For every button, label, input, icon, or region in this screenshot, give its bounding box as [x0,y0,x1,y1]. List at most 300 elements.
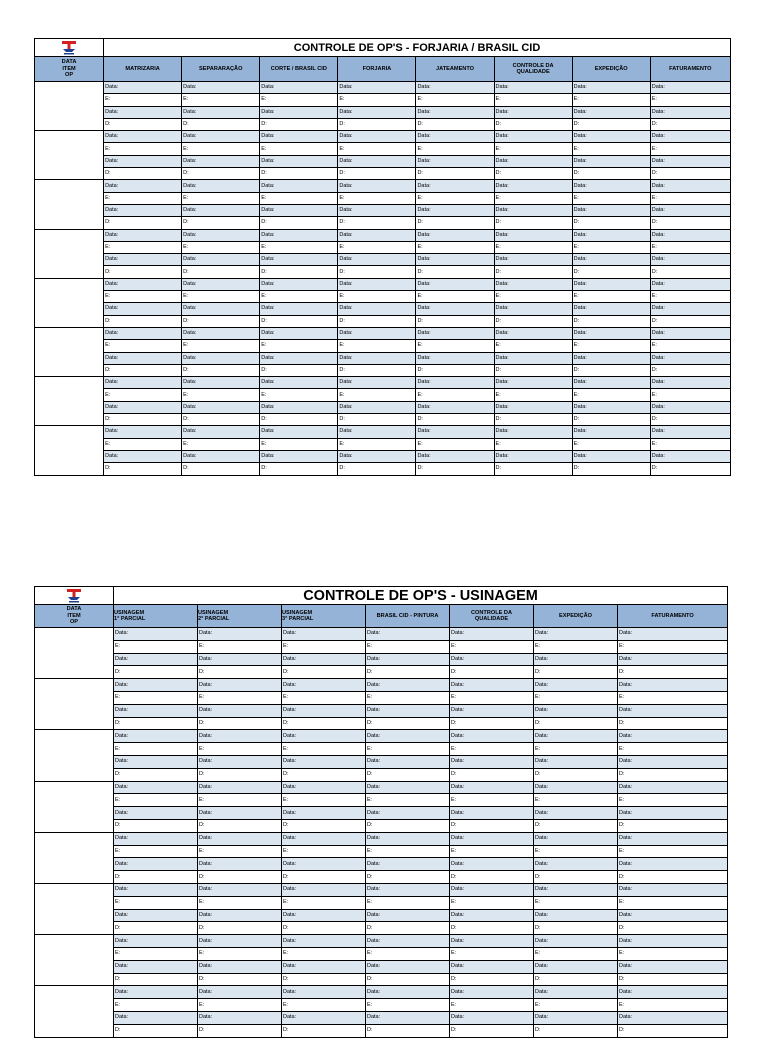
entry-field[interactable]: E: [572,389,650,401]
date-field[interactable]: Data: [450,755,534,768]
date-field[interactable]: Data: [198,781,282,794]
exit-field[interactable]: D: [338,217,416,229]
date-field[interactable]: Data: [416,377,494,389]
exit-field[interactable]: D: [450,871,534,884]
date-field[interactable]: Data: [282,935,366,948]
entry-field[interactable]: E: [104,143,182,155]
date-field[interactable]: Data: [416,204,494,216]
entry-field[interactable]: E: [182,291,260,303]
date-field[interactable]: Data: [572,401,650,413]
entry-field[interactable]: E: [260,438,338,450]
exit-field[interactable]: D: [650,266,730,278]
date-field[interactable]: Data: [366,858,450,871]
date-field[interactable]: Data: [260,278,338,290]
exit-field[interactable]: D: [114,973,198,986]
date-field[interactable]: Data: [114,628,198,641]
date-field[interactable]: Data: [572,155,650,167]
date-field[interactable]: Data: [282,858,366,871]
exit-field[interactable]: D: [260,266,338,278]
entry-field[interactable]: E: [572,438,650,450]
date-field[interactable]: Data: [618,730,728,743]
exit-field[interactable]: D: [494,414,572,426]
exit-field[interactable]: D: [114,666,198,679]
date-field[interactable]: Data: [416,401,494,413]
entry-field[interactable]: E: [494,241,572,253]
exit-field[interactable]: D: [416,364,494,376]
date-field[interactable]: Data: [534,935,618,948]
entry-field[interactable]: E: [260,192,338,204]
exit-field[interactable]: D: [450,666,534,679]
entry-field[interactable]: E: [450,743,534,756]
date-field[interactable]: Data: [618,704,728,717]
date-field[interactable]: Data: [366,909,450,922]
exit-field[interactable]: D: [534,768,618,781]
date-field[interactable]: Data: [650,180,730,192]
date-field[interactable]: Data: [114,807,198,820]
entry-field[interactable]: E: [618,999,728,1012]
date-field[interactable]: Data: [338,82,416,94]
exit-field[interactable]: D: [338,266,416,278]
entry-field[interactable]: E: [618,691,728,704]
date-field[interactable]: Data: [260,180,338,192]
date-field[interactable]: Data: [182,254,260,266]
exit-field[interactable]: D: [260,217,338,229]
exit-field[interactable]: D: [534,871,618,884]
op-input-cell[interactable] [35,883,114,934]
date-field[interactable]: Data: [260,352,338,364]
exit-field[interactable]: D: [104,266,182,278]
entry-field[interactable]: E: [416,241,494,253]
date-field[interactable]: Data: [650,106,730,118]
date-field[interactable]: Data: [338,180,416,192]
date-field[interactable]: Data: [104,131,182,143]
exit-field[interactable]: D: [416,118,494,130]
date-field[interactable]: Data: [338,229,416,241]
date-field[interactable]: Data: [366,883,450,896]
op-input-cell[interactable] [35,278,104,327]
entry-field[interactable]: E: [618,896,728,909]
date-field[interactable]: Data: [338,450,416,462]
date-field[interactable]: Data: [198,679,282,692]
entry-field[interactable]: E: [366,947,450,960]
date-field[interactable]: Data: [534,858,618,871]
exit-field[interactable]: D: [416,266,494,278]
exit-field[interactable]: D: [114,717,198,730]
date-field[interactable]: Data: [618,755,728,768]
entry-field[interactable]: E: [618,947,728,960]
exit-field[interactable]: D: [366,666,450,679]
exit-field[interactable]: D: [450,819,534,832]
exit-field[interactable]: D: [104,315,182,327]
date-field[interactable]: Data: [366,1011,450,1024]
entry-field[interactable]: E: [534,743,618,756]
date-field[interactable]: Data: [618,986,728,999]
exit-field[interactable]: D: [494,118,572,130]
exit-field[interactable]: D: [618,768,728,781]
date-field[interactable]: Data: [104,229,182,241]
entry-field[interactable]: E: [182,241,260,253]
entry-field[interactable]: E: [534,845,618,858]
date-field[interactable]: Data: [114,832,198,845]
date-field[interactable]: Data: [366,807,450,820]
entry-field[interactable]: E: [338,340,416,352]
date-field[interactable]: Data: [104,82,182,94]
date-field[interactable]: Data: [450,704,534,717]
date-field[interactable]: Data: [618,679,728,692]
date-field[interactable]: Data: [104,278,182,290]
entry-field[interactable]: E: [366,845,450,858]
entry-field[interactable]: E: [416,192,494,204]
date-field[interactable]: Data: [114,781,198,794]
op-input-cell[interactable] [35,986,114,1037]
date-field[interactable]: Data: [338,377,416,389]
op-input-cell[interactable] [35,131,104,180]
entry-field[interactable]: E: [366,691,450,704]
exit-field[interactable]: D: [494,315,572,327]
date-field[interactable]: Data: [572,204,650,216]
entry-field[interactable]: E: [534,794,618,807]
date-field[interactable]: Data: [282,628,366,641]
entry-field[interactable]: E: [534,691,618,704]
entry-field[interactable]: E: [282,845,366,858]
date-field[interactable]: Data: [260,377,338,389]
exit-field[interactable]: D: [572,463,650,475]
entry-field[interactable]: E: [572,241,650,253]
date-field[interactable]: Data: [366,960,450,973]
op-input-cell[interactable] [35,781,114,832]
date-field[interactable]: Data: [572,106,650,118]
entry-field[interactable]: E: [534,947,618,960]
entry-field[interactable]: E: [104,192,182,204]
date-field[interactable]: Data: [282,1011,366,1024]
date-field[interactable]: Data: [182,401,260,413]
date-field[interactable]: Data: [282,781,366,794]
date-field[interactable]: Data: [114,935,198,948]
date-field[interactable]: Data: [338,131,416,143]
date-field[interactable]: Data: [338,401,416,413]
date-field[interactable]: Data: [182,180,260,192]
exit-field[interactable]: D: [416,463,494,475]
date-field[interactable]: Data: [416,229,494,241]
exit-field[interactable]: D: [338,118,416,130]
exit-field[interactable]: D: [260,168,338,180]
date-field[interactable]: Data: [338,204,416,216]
date-field[interactable]: Data: [114,960,198,973]
exit-field[interactable]: D: [534,973,618,986]
entry-field[interactable]: E: [260,389,338,401]
entry-field[interactable]: E: [182,389,260,401]
date-field[interactable]: Data: [338,303,416,315]
exit-field[interactable]: D: [104,414,182,426]
exit-field[interactable]: D: [282,666,366,679]
exit-field[interactable]: D: [198,819,282,832]
date-field[interactable]: Data: [494,106,572,118]
exit-field[interactable]: D: [182,414,260,426]
date-field[interactable]: Data: [450,960,534,973]
entry-field[interactable]: E: [198,743,282,756]
exit-field[interactable]: D: [650,414,730,426]
date-field[interactable]: Data: [618,781,728,794]
exit-field[interactable]: D: [114,819,198,832]
exit-field[interactable]: D: [618,717,728,730]
entry-field[interactable]: E: [198,845,282,858]
exit-field[interactable]: D: [198,973,282,986]
date-field[interactable]: Data: [572,82,650,94]
exit-field[interactable]: D: [450,717,534,730]
date-field[interactable]: Data: [260,254,338,266]
date-field[interactable]: Data: [416,106,494,118]
date-field[interactable]: Data: [198,653,282,666]
op-input-cell[interactable] [35,730,114,781]
entry-field[interactable]: E: [416,389,494,401]
date-field[interactable]: Data: [450,883,534,896]
date-field[interactable]: Data: [198,960,282,973]
entry-field[interactable]: E: [494,94,572,106]
date-field[interactable]: Data: [650,327,730,339]
entry-field[interactable]: E: [282,896,366,909]
date-field[interactable]: Data: [450,858,534,871]
date-field[interactable]: Data: [618,858,728,871]
entry-field[interactable]: E: [282,794,366,807]
date-field[interactable]: Data: [534,883,618,896]
entry-field[interactable]: E: [494,340,572,352]
exit-field[interactable]: D: [260,315,338,327]
date-field[interactable]: Data: [366,781,450,794]
date-field[interactable]: Data: [182,106,260,118]
entry-field[interactable]: E: [282,999,366,1012]
date-field[interactable]: Data: [282,704,366,717]
date-field[interactable]: Data: [366,653,450,666]
date-field[interactable]: Data: [534,832,618,845]
entry-field[interactable]: E: [114,845,198,858]
exit-field[interactable]: D: [494,217,572,229]
entry-field[interactable]: E: [366,999,450,1012]
exit-field[interactable]: D: [260,463,338,475]
date-field[interactable]: Data: [182,155,260,167]
entry-field[interactable]: E: [416,291,494,303]
date-field[interactable]: Data: [534,986,618,999]
date-field[interactable]: Data: [450,986,534,999]
entry-field[interactable]: E: [338,389,416,401]
date-field[interactable]: Data: [572,303,650,315]
exit-field[interactable]: D: [366,819,450,832]
date-field[interactable]: Data: [450,935,534,948]
date-field[interactable]: Data: [572,377,650,389]
entry-field[interactable]: E: [104,291,182,303]
date-field[interactable]: Data: [618,883,728,896]
date-field[interactable]: Data: [198,755,282,768]
date-field[interactable]: Data: [450,781,534,794]
date-field[interactable]: Data: [282,960,366,973]
date-field[interactable]: Data: [650,303,730,315]
exit-field[interactable]: D: [450,922,534,935]
entry-field[interactable]: E: [104,94,182,106]
date-field[interactable]: Data: [416,450,494,462]
date-field[interactable]: Data: [260,106,338,118]
date-field[interactable]: Data: [534,679,618,692]
date-field[interactable]: Data: [260,82,338,94]
date-field[interactable]: Data: [650,450,730,462]
entry-field[interactable]: E: [260,143,338,155]
exit-field[interactable]: D: [366,768,450,781]
entry-field[interactable]: E: [494,438,572,450]
entry-field[interactable]: E: [104,241,182,253]
entry-field[interactable]: E: [114,999,198,1012]
op-input-cell[interactable] [35,832,114,883]
entry-field[interactable]: E: [338,438,416,450]
op-input-cell[interactable] [35,935,114,986]
entry-field[interactable]: E: [618,794,728,807]
op-input-cell[interactable] [35,82,104,131]
date-field[interactable]: Data: [494,278,572,290]
entry-field[interactable]: E: [338,94,416,106]
date-field[interactable]: Data: [618,628,728,641]
exit-field[interactable]: D: [618,1024,728,1037]
date-field[interactable]: Data: [182,204,260,216]
op-input-cell[interactable] [35,180,104,229]
date-field[interactable]: Data: [182,450,260,462]
date-field[interactable]: Data: [494,450,572,462]
date-field[interactable]: Data: [260,327,338,339]
date-field[interactable]: Data: [260,155,338,167]
date-field[interactable]: Data: [182,229,260,241]
entry-field[interactable]: E: [338,192,416,204]
exit-field[interactable]: D: [416,414,494,426]
exit-field[interactable]: D: [114,922,198,935]
date-field[interactable]: Data: [534,653,618,666]
date-field[interactable]: Data: [450,730,534,743]
entry-field[interactable]: E: [198,794,282,807]
date-field[interactable]: Data: [366,832,450,845]
exit-field[interactable]: D: [114,1024,198,1037]
entry-field[interactable]: E: [182,143,260,155]
entry-field[interactable]: E: [650,291,730,303]
entry-field[interactable]: E: [494,143,572,155]
date-field[interactable]: Data: [450,1011,534,1024]
date-field[interactable]: Data: [182,352,260,364]
exit-field[interactable]: D: [494,266,572,278]
date-field[interactable]: Data: [366,935,450,948]
date-field[interactable]: Data: [650,82,730,94]
entry-field[interactable]: E: [104,438,182,450]
date-field[interactable]: Data: [182,278,260,290]
exit-field[interactable]: D: [182,364,260,376]
entry-field[interactable]: E: [650,340,730,352]
date-field[interactable]: Data: [366,679,450,692]
exit-field[interactable]: D: [260,118,338,130]
exit-field[interactable]: D: [182,217,260,229]
exit-field[interactable]: D: [650,217,730,229]
date-field[interactable]: Data: [282,883,366,896]
date-field[interactable]: Data: [494,377,572,389]
entry-field[interactable]: E: [618,640,728,653]
date-field[interactable]: Data: [572,278,650,290]
date-field[interactable]: Data: [416,131,494,143]
entry-field[interactable]: E: [282,640,366,653]
exit-field[interactable]: D: [618,819,728,832]
date-field[interactable]: Data: [182,377,260,389]
date-field[interactable]: Data: [572,450,650,462]
entry-field[interactable]: E: [198,896,282,909]
exit-field[interactable]: D: [338,414,416,426]
entry-field[interactable]: E: [450,640,534,653]
exit-field[interactable]: D: [494,168,572,180]
op-input-cell[interactable] [35,377,104,426]
date-field[interactable]: Data: [494,254,572,266]
date-field[interactable]: Data: [182,426,260,438]
date-field[interactable]: Data: [260,131,338,143]
date-field[interactable]: Data: [198,883,282,896]
date-field[interactable]: Data: [572,426,650,438]
date-field[interactable]: Data: [282,755,366,768]
entry-field[interactable]: E: [650,241,730,253]
date-field[interactable]: Data: [282,653,366,666]
entry-field[interactable]: E: [182,94,260,106]
entry-field[interactable]: E: [450,794,534,807]
date-field[interactable]: Data: [650,352,730,364]
date-field[interactable]: Data: [104,426,182,438]
date-field[interactable]: Data: [114,883,198,896]
entry-field[interactable]: E: [114,896,198,909]
entry-field[interactable]: E: [366,640,450,653]
date-field[interactable]: Data: [416,180,494,192]
date-field[interactable]: Data: [338,106,416,118]
date-field[interactable]: Data: [494,229,572,241]
date-field[interactable]: Data: [534,730,618,743]
exit-field[interactable]: D: [450,1024,534,1037]
date-field[interactable]: Data: [198,909,282,922]
date-field[interactable]: Data: [260,303,338,315]
date-field[interactable]: Data: [650,131,730,143]
date-field[interactable]: Data: [618,935,728,948]
date-field[interactable]: Data: [494,327,572,339]
entry-field[interactable]: E: [338,291,416,303]
entry-field[interactable]: E: [260,340,338,352]
date-field[interactable]: Data: [104,450,182,462]
entry-field[interactable]: E: [182,438,260,450]
date-field[interactable]: Data: [416,82,494,94]
exit-field[interactable]: D: [198,768,282,781]
date-field[interactable]: Data: [198,858,282,871]
entry-field[interactable]: E: [618,743,728,756]
date-field[interactable]: Data: [366,628,450,641]
date-field[interactable]: Data: [494,155,572,167]
entry-field[interactable]: E: [260,291,338,303]
date-field[interactable]: Data: [416,327,494,339]
op-input-cell[interactable] [35,679,114,730]
date-field[interactable]: Data: [198,704,282,717]
date-field[interactable]: Data: [260,450,338,462]
date-field[interactable]: Data: [534,1011,618,1024]
date-field[interactable]: Data: [450,653,534,666]
entry-field[interactable]: E: [650,438,730,450]
date-field[interactable]: Data: [114,986,198,999]
date-field[interactable]: Data: [260,426,338,438]
date-field[interactable]: Data: [534,781,618,794]
exit-field[interactable]: D: [182,266,260,278]
date-field[interactable]: Data: [572,254,650,266]
date-field[interactable]: Data: [104,204,182,216]
date-field[interactable]: Data: [572,180,650,192]
date-field[interactable]: Data: [198,730,282,743]
entry-field[interactable]: E: [572,192,650,204]
date-field[interactable]: Data: [494,426,572,438]
date-field[interactable]: Data: [494,401,572,413]
date-field[interactable]: Data: [114,704,198,717]
entry-field[interactable]: E: [416,94,494,106]
date-field[interactable]: Data: [338,155,416,167]
date-field[interactable]: Data: [114,1011,198,1024]
